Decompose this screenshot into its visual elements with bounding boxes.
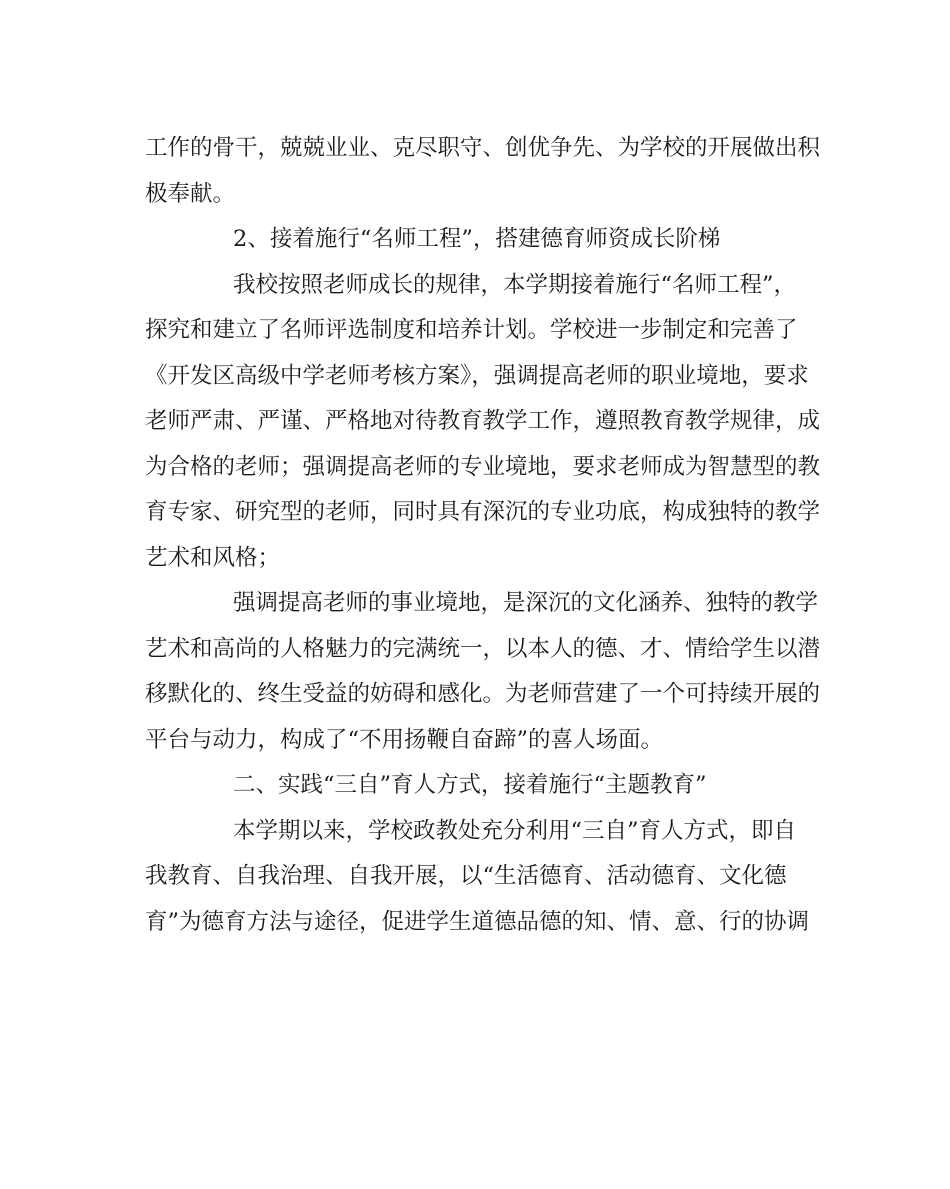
text-line: 老师严肃、严谨、严格地对待教育教学工作，遵照教育教学规律，成 [145, 408, 821, 434]
text-line: 我校按照老师成长的规律，本学期接着施行“名师工程”， [233, 271, 797, 298]
text-line: 育”为德育方法与途径，促进学生道德品德的知、情、意、行的协调 [145, 908, 810, 935]
text-line: 艺术和高尚的人格魅力的完满统一，以本人的德、才、情给学生以潜 [145, 635, 821, 662]
text-line: 探究和建立了名师评选制度和培养计划。学校进一步制定和完善了 [145, 317, 798, 343]
section-heading: 2、接着施行“名师工程”，搭建德育师资成长阶梯 [233, 226, 721, 252]
text-line: 工作的骨干，兢兢业业、克尽职守、创优争先、为学校的开展做出积 [145, 135, 821, 161]
section-heading: 二、实践“三自”育人方式，接着施行“主题教育” [233, 772, 707, 798]
text-line: 为合格的老师；强调提高老师的专业境地，要求老师成为智慧型的教 [145, 453, 821, 480]
text-line: 平台与动力，构成了“不用扬鞭自奋蹄”的喜人场面。 [145, 726, 664, 753]
text-line: 艺术和风格； [145, 544, 281, 571]
text-line: 极奉献。 [145, 180, 236, 207]
document-body [145, 126, 821, 945]
text-line: 《开发区高级中学老师考核方案》，强调提高老师的职业境地，要求 [145, 362, 809, 389]
text-line: 育专家、研究型的老师，同时具有深沉的专业功底，构成独特的教学 [145, 499, 821, 525]
text-line: 强调提高老师的事业境地，是深沉的文化涵养、独特的教学 [233, 590, 819, 616]
text-line: 移默化的、终生受益的妨碍和感化。为老师营建了一个可持续开展的 [145, 681, 821, 707]
text-line: 本学期以来，学校政教处充分利用“三自”育人方式，即自 [233, 817, 797, 844]
text-line: 我教育、自我治理、自我开展，以“生活德育、活动德育、文化德 [145, 863, 787, 889]
